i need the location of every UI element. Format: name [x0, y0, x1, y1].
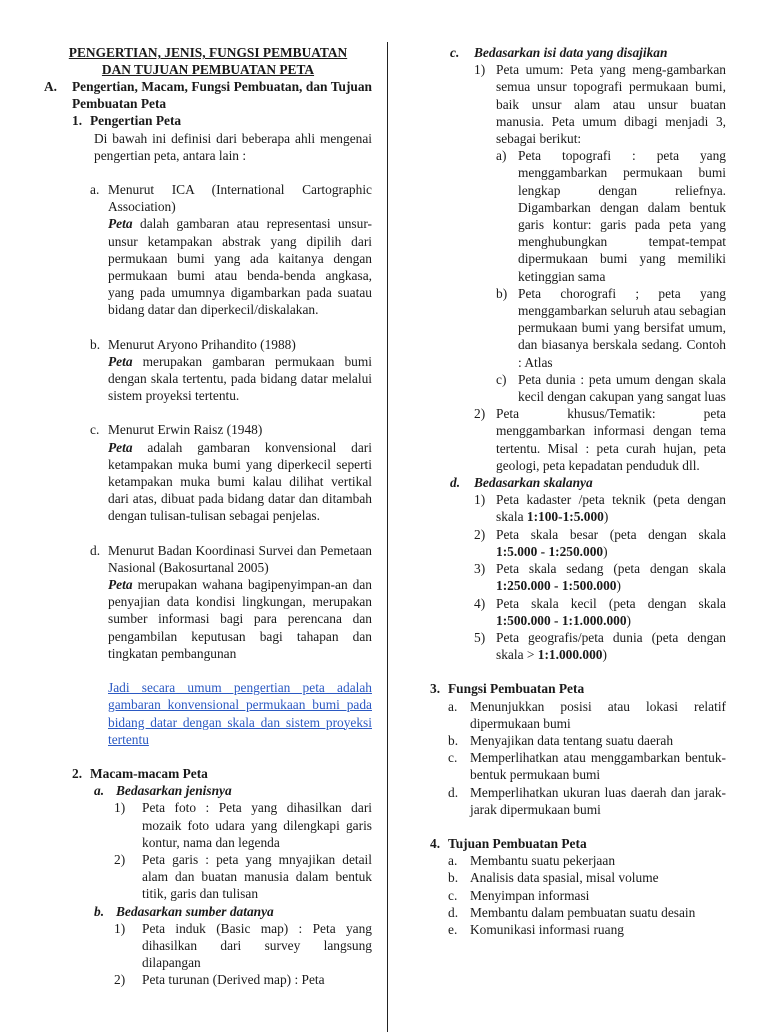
list-item: c. Menyimpan informasi [448, 887, 590, 903]
list-item: b. Menyajikan data tentang suatu daerah [448, 732, 674, 748]
list-item: d. Memperlihatkan ukuran luas daerah dan jarak-jarak dipermukaan bumi [448, 784, 726, 817]
list-item: 2) Peta skala besar (peta dengan skala 1:5.000 - 1:250.000) [474, 526, 726, 559]
title-line-1: PENGERTIAN, JENIS, FUNGSI PEMBUATAN [68, 45, 348, 60]
subheading-skala: d. Bedasarkan skalanya [450, 475, 593, 491]
summary-link[interactable]: Jadi secara umum pengertian peta adalah gambaran konvensional permukaan bumi pada bidang datar dengan skala dan sistem proyeksi tertentu [108, 680, 372, 747]
column-divider [387, 42, 388, 1032]
list-item: c. Memperlihatkan atau menggambarkan bentuk-bentuk permukaan bumi [448, 750, 726, 783]
definition-aryono: b. Menurut Aryono Prihandito (1988) Peta merupakan gambaran permukaan bumi dengan skala tertentu, pada bidang datar melalui sistem proyeksi tertentu. [90, 336, 372, 404]
list-item: 4) Peta skala kecil (peta dengan skala 1:500.000 - 1:1.000.000) [474, 595, 726, 628]
list-item: b) Peta chorografi ; peta yang menggambarkan seluruh atau sebagian permukaan bumi yang bersifat umum, dan biasanya berskala sedang. Contoh : Atlas [496, 285, 726, 370]
list-item: e. Komunikasi informasi ruang [448, 921, 624, 937]
definition-bakosurtanal: d. Menurut Badan Koordinasi Survei dan Pemetaan Nasional (Bakosurtanal 2005) Peta merupakan wahana bagipenyimpan-an dan penyajian data kondisi lingkungan, merupakan sumber informasi bagi para perencana dan pengambilan keputusan bagi tahapan dan tingkatan pembangunan [90, 542, 372, 661]
list-item: 1) Peta kadaster /peta teknik (peta dengan skala 1:100-1:5.000) [474, 492, 726, 525]
subheading-isi-data: c. Bedasarkan isi data yang disajikan [450, 45, 668, 60]
list-item: 2) Peta turunan (Derived map) : Peta [114, 972, 325, 988]
heading-fungsi-peta: 3. Fungsi Pembuatan Peta [430, 681, 585, 697]
list-item: a) Peta topografi : peta yang menggambarkan permukaan bumi lengkap dengan reliefnya. Digambarkan dengan dalam bentuk garis kontur: garis pada peta yang menghubungkan tempat-tempat dipermukaan bumi yang memiliki ketinggian sama [496, 148, 726, 284]
list-item: d. Membantu dalam pembuatan suatu desain [448, 904, 696, 920]
right-column [430, 44, 726, 938]
subheading-sumber-data: b. Bedasarkan sumber datanya [94, 903, 274, 919]
list-item: a. Menunjukkan posisi atau lokasi relatif dipermukaan bumi [448, 698, 726, 731]
intro-paragraph: Di bawah ini definisi dari beberapa ahli mengenai pengertian peta, antara lain : [94, 130, 372, 163]
heading-tujuan-peta: 4. Tujuan Pembuatan Peta [430, 835, 587, 851]
definition-ica: a. Menurut ICA (International Cartographic Association) Peta dalah gambaran atau representasi unsur-unsur ketampakan abstrak yang dipilih dari permukaan bumi yang ada kaitanya dengan permukaan bumi atau benda-benda angkasa, yang pada umumnya digambarkan pada suatau bidang datar dan diperkecil/diskalakan. [90, 182, 372, 318]
list-item: a. Membantu suatu pekerjaan [448, 853, 616, 869]
list-item: c) Peta dunia : peta umum dengan skala kecil dengan cakupan yang sangat luas [496, 371, 726, 405]
list-item: 1) Peta induk (Basic map) : Peta yang dihasilkan dari survey langsung dilapangan [114, 920, 372, 971]
list-item: 3) Peta skala sedang (peta dengan skala 1:250.000 - 1:500.000) [474, 561, 726, 594]
left-column [44, 44, 372, 989]
definition-raisz: c. Menurut Erwin Raisz (1948) Peta adalah gambaran konvensional dari ketampakan muka bumi yang diperkecil seperti ketampakan muka bumi kalau dilihat vertikal dari atas, dibuat pada bidang datar dan ditambah dengan tulisan-tulisan sebagai penjelas. [90, 422, 372, 524]
section-a-heading: A. Pengertian, Macam, Fungsi Pembuatan, dan Tujuan Pembuatan Peta [44, 79, 372, 112]
list-item: 2) Peta garis : peta yang mnyajikan detail alam dan buatan manusia dalam bentuk titik, garis dan tulisan [114, 851, 372, 902]
list-item: 1) Peta foto : Peta yang dihasilkan dari mozaik foto udara yang dilengkapi garis kontur, nama dan legenda [114, 800, 372, 850]
list-item: 5) Peta geografis/peta dunia (peta dengan skala > 1:1.000.000) [474, 629, 726, 663]
list-item: 1) Peta umum: Peta yang meng-gambarkan semua unsur topografi permukaan bumi, baik unsur alam atau unsur buatan manusia. Peta umum dibagi menjadi 3, sebagai berikut: [474, 62, 726, 147]
list-item: 2) Peta khusus/Tematik: peta menggambarkan informasi dengan tema tertentu. Misal : peta curah hujan, peta geologi, peta kepadatan penduduk dll. [474, 406, 726, 473]
document-title [44, 44, 372, 78]
subheading-jenis: a. Bedasarkan jenisnya [94, 783, 232, 799]
list-item: b. Analisis data spasial, misal volume [448, 870, 659, 886]
heading-macam-peta: 2. Macam-macam Peta [72, 765, 208, 781]
title-line-2: DAN TUJUAN PEMBUATAN PETA [101, 62, 315, 77]
heading-pengertian-peta: 1. Pengertian Peta [72, 113, 182, 129]
